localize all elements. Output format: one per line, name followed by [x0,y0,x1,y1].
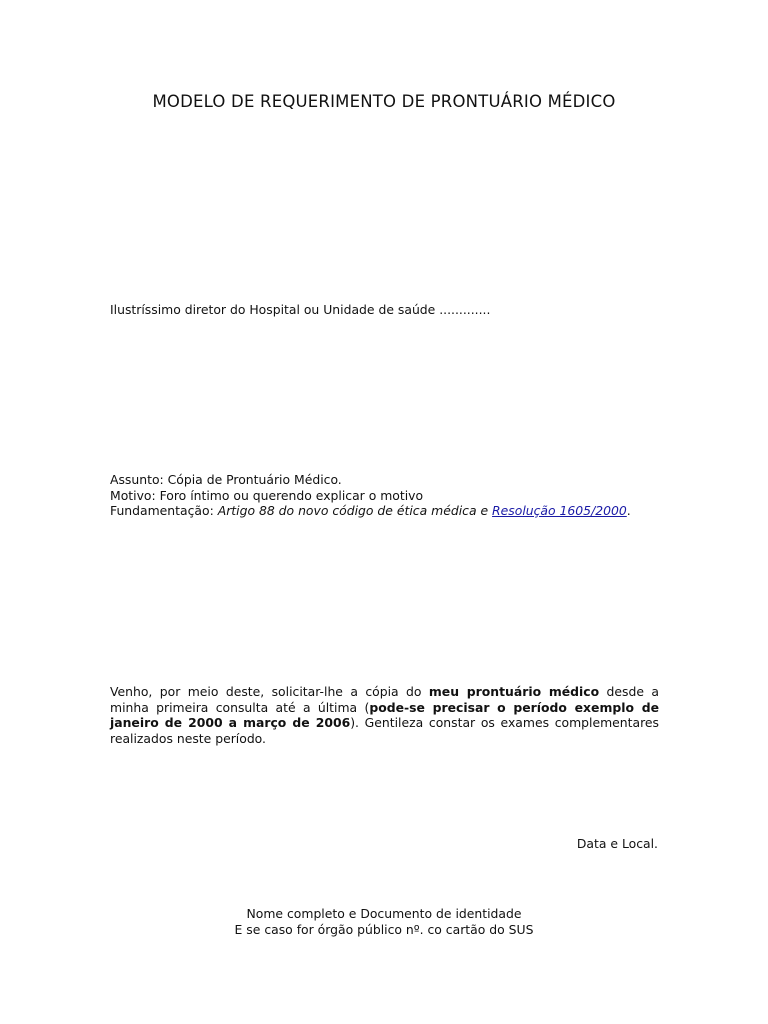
body-part-1: Venho, por meio deste, solicitar-lhe a cópia do [110,684,429,699]
body-bold-period: pode-se precisar o período exemplo de janeiro de 2000 a março de 2006 [110,699,659,731]
signature-name-line: Nome completo e Documento de identidade [246,906,522,921]
document-title: MODELO DE REQUERIMENTO DE PRONTUÁRIO MÉDICO [152,92,616,111]
subject-block [110,472,659,519]
basis-line [110,503,659,519]
body-part-3: ). Gentileza constar os exames complementares realizados neste período. [110,715,660,746]
resolution-link[interactable]: Resolução 1605/2000 [492,503,627,519]
subject-line: Assunto: Cópia de Prontuário Médico. [110,472,342,487]
addressee-line: Ilustríssimo diretor do Hospital ou Unidade de saúde ............. [110,302,491,317]
body-part-2: desde a minha primeira consulta até a última ( [110,684,659,715]
motive-line: Motivo: Foro íntimo ou querendo explicar o motivo [110,487,424,503]
signature-sus-line: E se caso for órgão público nº. co cartão do SUS [234,921,534,937]
body-bold-prontuario: meu prontuário médico [428,684,600,699]
signature-block [0,906,768,937]
basis-label: Fundamentação: [110,503,218,519]
basis-end: . [626,503,631,519]
basis-article: Artigo 88 do novo código de ética médica e [217,503,493,519]
date-place: Data e Local. [576,836,658,851]
request-paragraph [110,684,659,746]
